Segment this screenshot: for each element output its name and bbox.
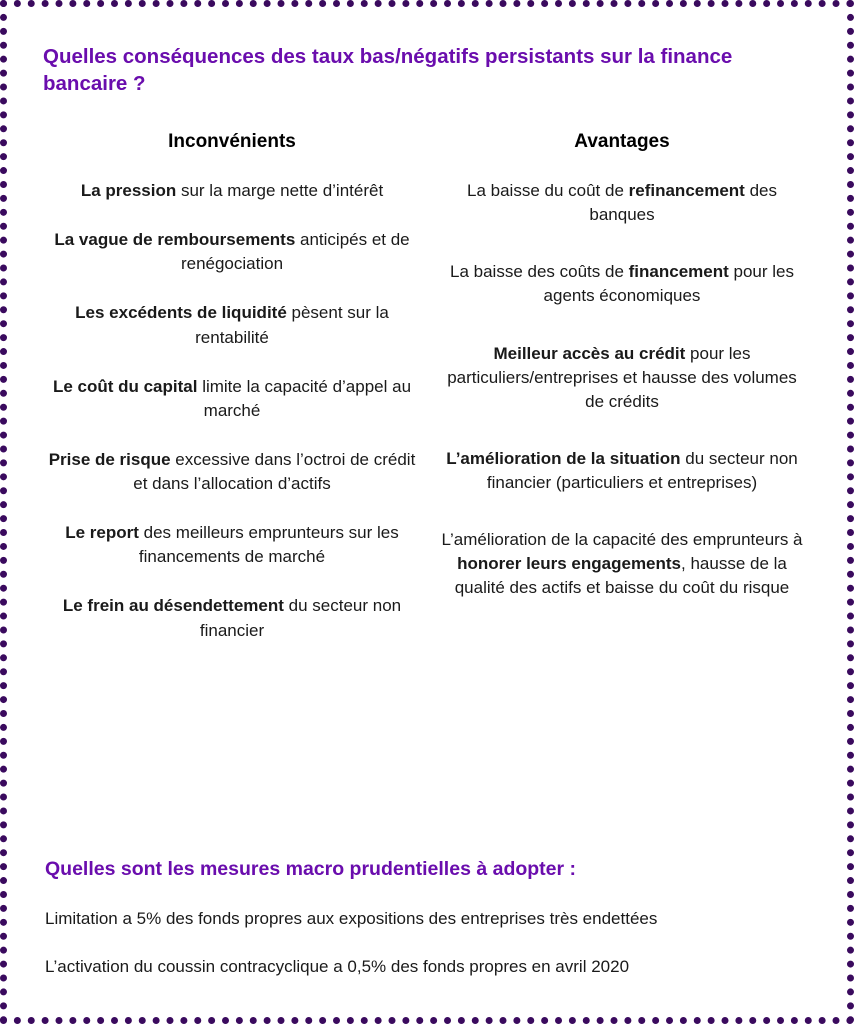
list-item [47,375,417,423]
item-text: anticipés et de renégociation [180,230,410,274]
column-heading-advantages: Avantages [574,131,670,153]
item-bold-text: La vague de remboursements [54,230,296,250]
column-disadvantages [37,131,427,668]
item-bold-text: L’amélioration de la situation [446,448,681,468]
item-text: excessive dans l’octroi de crédit et dans l’allocation d’actifs [133,449,416,494]
item-bold-text: Les excédents de liquidité [75,303,287,323]
item-bold-text: Le frein au désendettement [62,596,284,616]
column-advantages [427,131,817,668]
list-item [437,179,807,227]
item-bold-text: refinancement [628,181,745,201]
item-text-pre: La baisse du coût de [467,181,629,201]
list-item [437,528,807,600]
item-bold-text: Le report [65,523,139,543]
item-text: pour les agents économiques [543,262,794,306]
list-item [47,228,417,276]
page-title: Quelles conséquences des taux bas/négatifs persistants sur la finance bancaire ? [43,45,733,96]
list-item [47,448,417,496]
list-item [47,521,417,569]
bottom-section [43,858,811,985]
item-bold-text: honorer leurs engagements [457,554,682,574]
list-item [437,260,807,308]
column-heading-disadvantages: Inconvénients [168,131,296,153]
item-text: des banques [589,181,777,225]
item-bold-text: Le coût du capital [52,376,198,396]
item-text: limite la capacité d’appel au marché [197,376,412,420]
item-text-pre: La baisse des coûts de [450,262,629,282]
item-text: du secteur non financier [199,596,402,640]
item-text: pèsent sur la rentabilité [195,303,389,347]
list-item [47,301,417,349]
section-subtitle: Quelles sont les mesures macro prudentielles à adopter : [45,858,577,881]
item-text-pre: L’amélioration de la capacité des emprunteurs à [441,530,803,550]
item-bold-text: financement [628,262,729,282]
item-bold-text: Prise de risque [48,449,171,469]
item-bold-text: La pression [80,181,177,201]
measure-item: Limitation a 5% des fonds propres aux expositions des entreprises très endettées [45,909,658,929]
item-text: pour les particuliers/entreprises et hausse des volumes de crédits [447,343,797,411]
list-item [437,342,807,414]
list-item [47,594,417,642]
item-text: des meilleurs emprunteurs sur les financements de marché [138,523,399,567]
list-item [437,447,807,495]
measure-item: L’activation du coussin contracyclique a 0,5% des fonds propres en avril 2020 [45,957,630,977]
item-text: , hausse de la qualité des actifs et baisse du coût du risque [454,554,790,598]
comparison-columns [37,131,817,668]
list-item [47,179,417,203]
item-text: sur la marge nette d’intérêt [176,181,384,201]
item-text: du secteur non financier (particuliers et entreprises) [486,448,798,493]
item-bold-text: Meilleur accès au crédit [493,343,686,363]
